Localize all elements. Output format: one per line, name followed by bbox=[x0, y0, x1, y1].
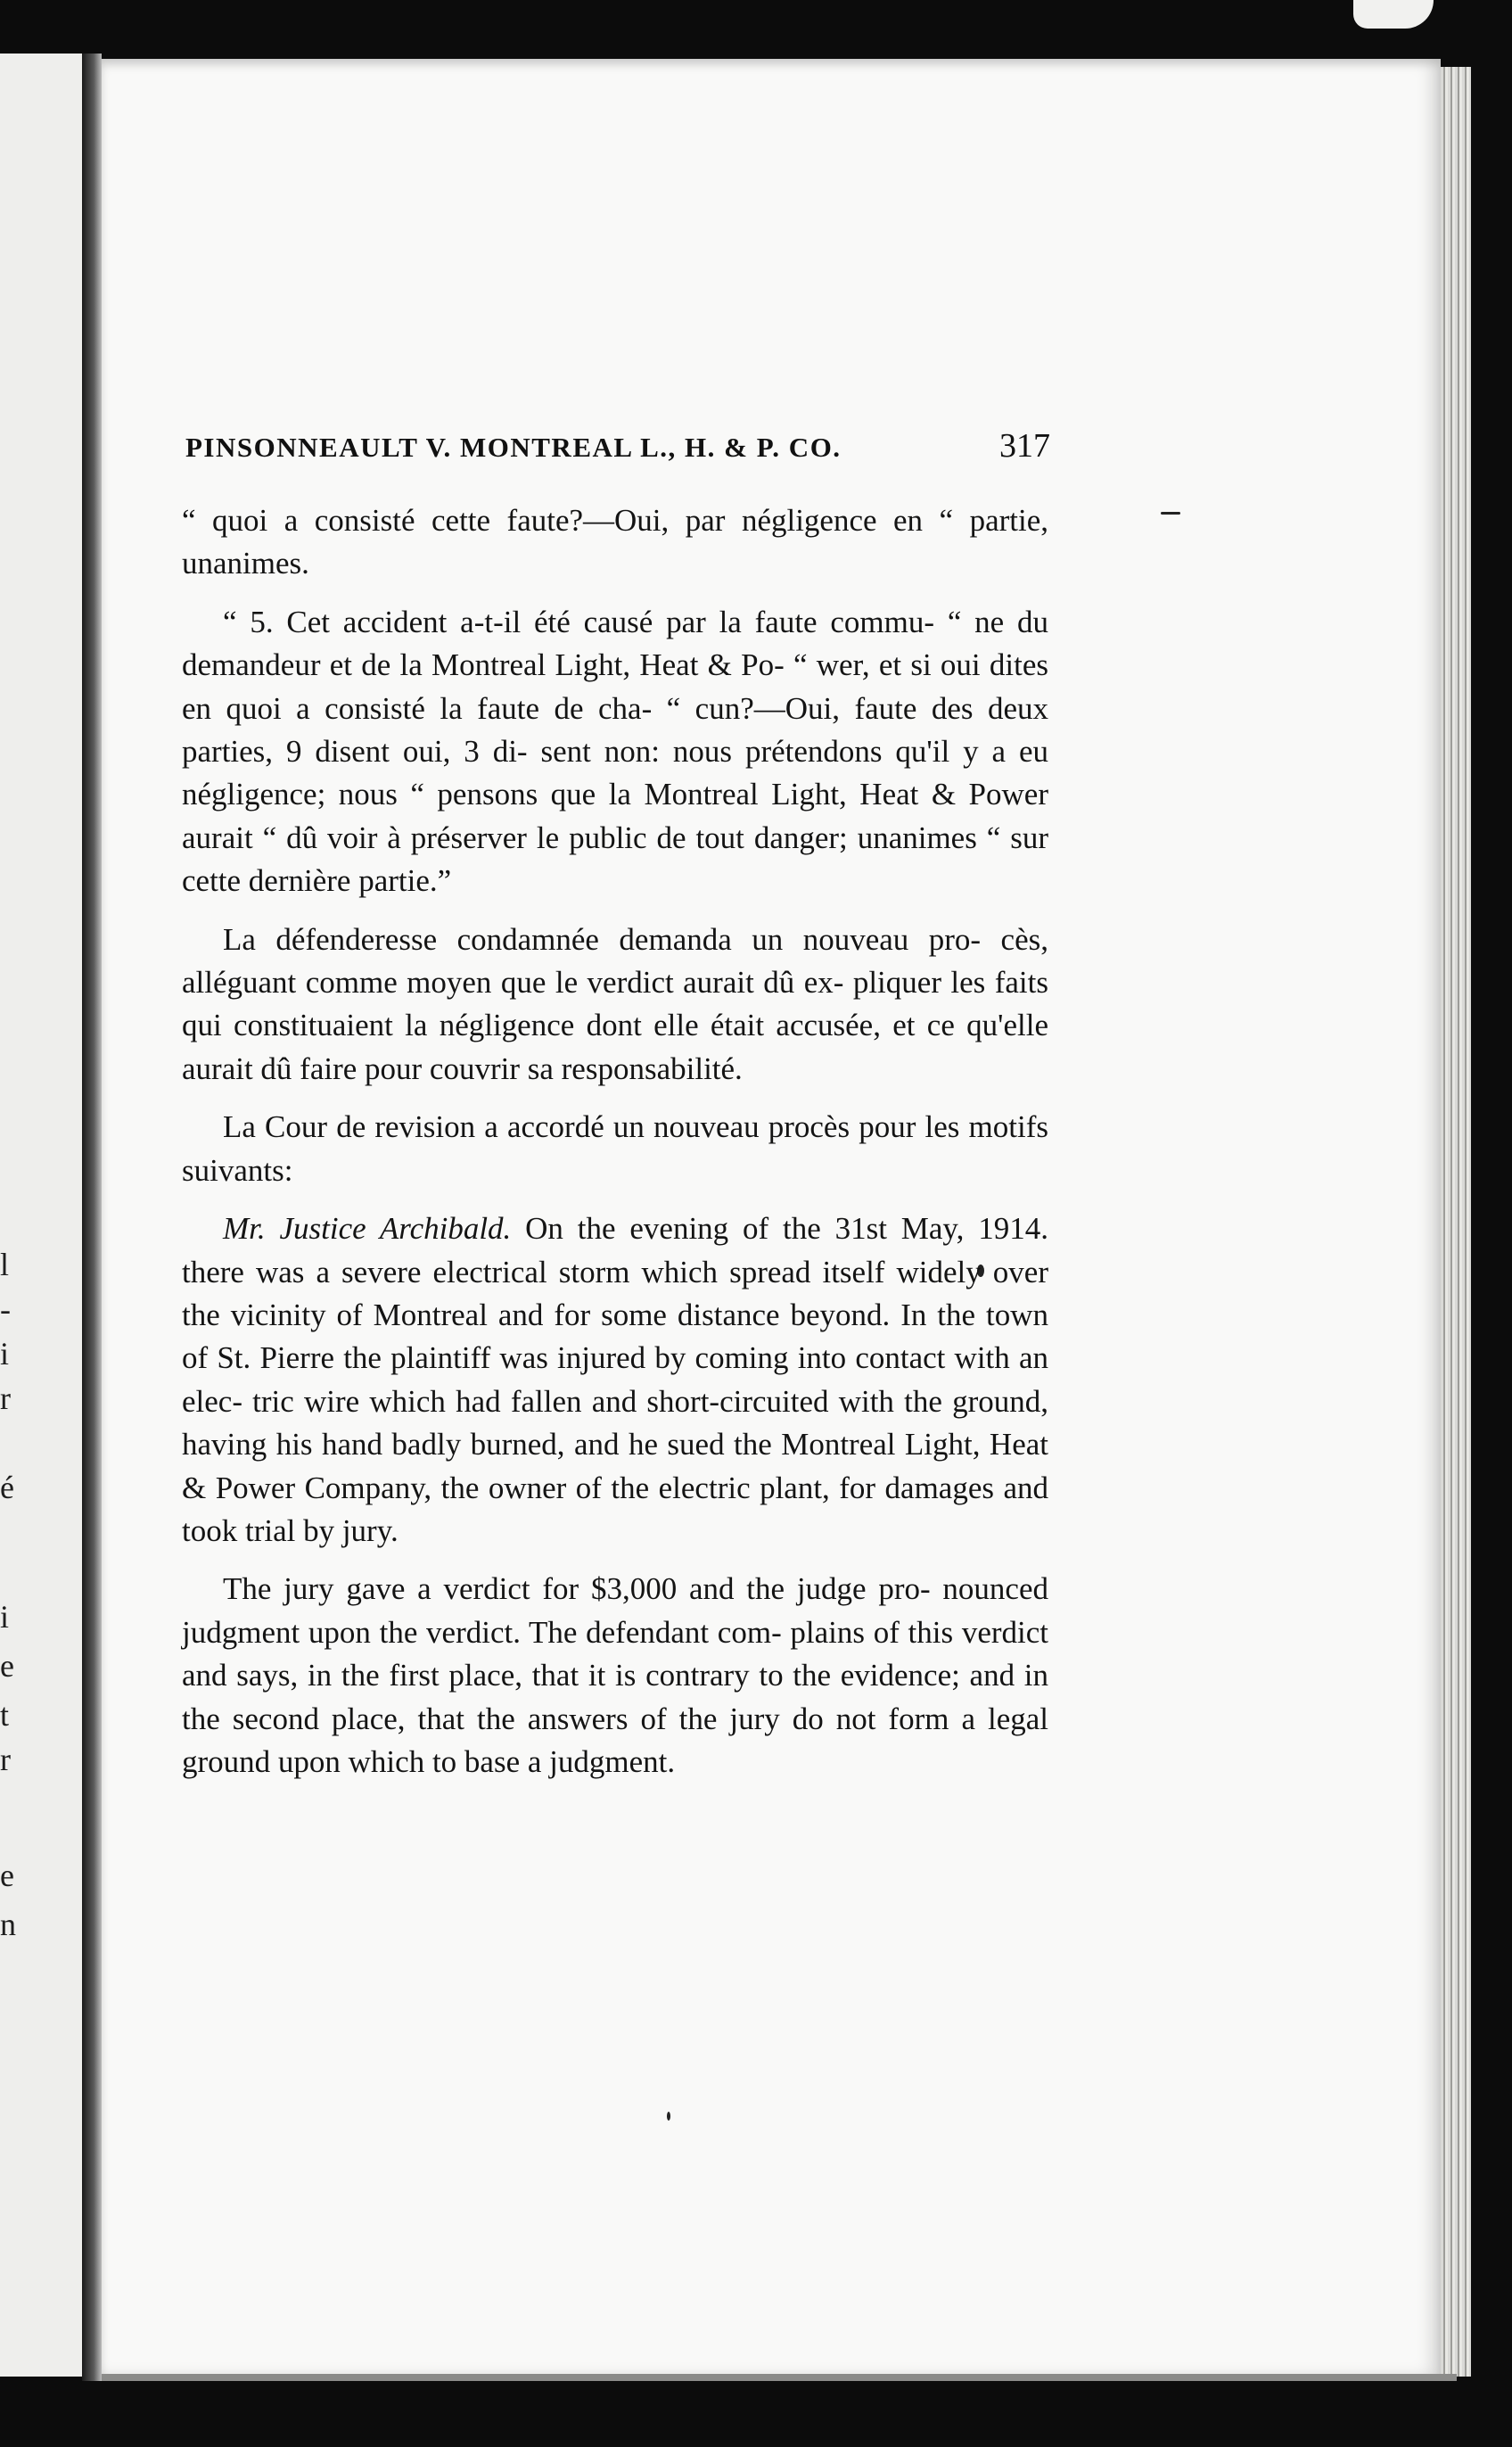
ink-speck bbox=[667, 2112, 670, 2121]
previous-page-letter: i bbox=[0, 1336, 10, 1372]
previous-page-letter: r bbox=[0, 1380, 11, 1416]
page-header bbox=[185, 426, 1050, 466]
paragraph: La défenderesse condamnée demanda un nouveau pro- cès, alléguant comme moyen que le verdict aurait dû ex- pliquer les faits qui constituaient la négligence dont elle était accusée, et ce qu'elle aurait dû faire pour couvrir sa responsabilité. bbox=[182, 921, 1048, 1086]
paragraph: “ 5. Cet accident a-t-il été causé par la faute commu- “ ne du demandeur et de la Montreal Light, Heat & Po- “ wer, et si oui dites en quoi a consisté la faute de cha- “ cun?—Oui, faute des deux parties, 9 disent oui, 3 di- sent non: nous prétendons qu'il y a eu négligence; nous “ pensons que la Montreal Light, Heat & Power aurait “ dû voir à préserver le public de tout danger; unanimes “ sur cette dernière partie.” bbox=[182, 604, 1048, 899]
page-number: 317 bbox=[999, 427, 1050, 465]
previous-page-edge bbox=[0, 54, 85, 2377]
previous-page-letter: - bbox=[0, 1291, 11, 1327]
ink-speck bbox=[1161, 512, 1180, 515]
previous-page-letter: l bbox=[0, 1247, 10, 1282]
page-bottom-edge bbox=[102, 2374, 1457, 2381]
judge-name: Mr. Justice Archibald. bbox=[223, 1211, 512, 1247]
judge-paragraph-text: On the evening of the 31st May, 1914. there was a severe electrical storm which spread itself widely over the vicinity of Montreal and for some distance beyond. In the town of St. Pierre the plaintiff was injured by coming into contact with an elec- tric wire which had fallen and short-circuited with the ground, having his hand badly burned, and he sued the Montreal Light, Heat & Power Company, the owner of the electric plant, for damages and took trial by jury. bbox=[182, 1211, 1048, 1548]
book-gutter bbox=[82, 54, 102, 2381]
paragraph: “ quoi a consisté cette faute?—Oui, par négligence en “ partie, unanimes. bbox=[182, 503, 1048, 581]
previous-page-letter: r bbox=[0, 1742, 11, 1777]
torn-paper-corner bbox=[1353, 0, 1434, 29]
judge-paragraph bbox=[182, 1207, 1048, 1553]
previous-page-letter: i bbox=[0, 1599, 10, 1635]
previous-page-letter: t bbox=[0, 1697, 10, 1733]
paragraph: La Cour de revision a accordé un nouveau procès pour les motifs suivants: bbox=[182, 1109, 1048, 1188]
previous-page-letter: n bbox=[0, 1907, 16, 1942]
page-body bbox=[182, 499, 1048, 1784]
previous-page-letter: e bbox=[0, 1858, 14, 1893]
previous-page-letter: é bbox=[0, 1470, 14, 1505]
previous-page-letter: e bbox=[0, 1648, 14, 1684]
page-stack-edge bbox=[1441, 67, 1471, 2377]
paragraph: The jury gave a verdict for $3,000 and the judge pro- nounced judgment upon the verdict. The defendant com- plains of this verdict and says, in the first place, that it is contrary to the evidence; and in the second place, that the answers of the jury do not form a legal ground upon which to base a judgment. bbox=[182, 1571, 1048, 1779]
running-head: PINSONNEAULT V. MONTREAL L., H. & P. CO. bbox=[185, 432, 842, 463]
